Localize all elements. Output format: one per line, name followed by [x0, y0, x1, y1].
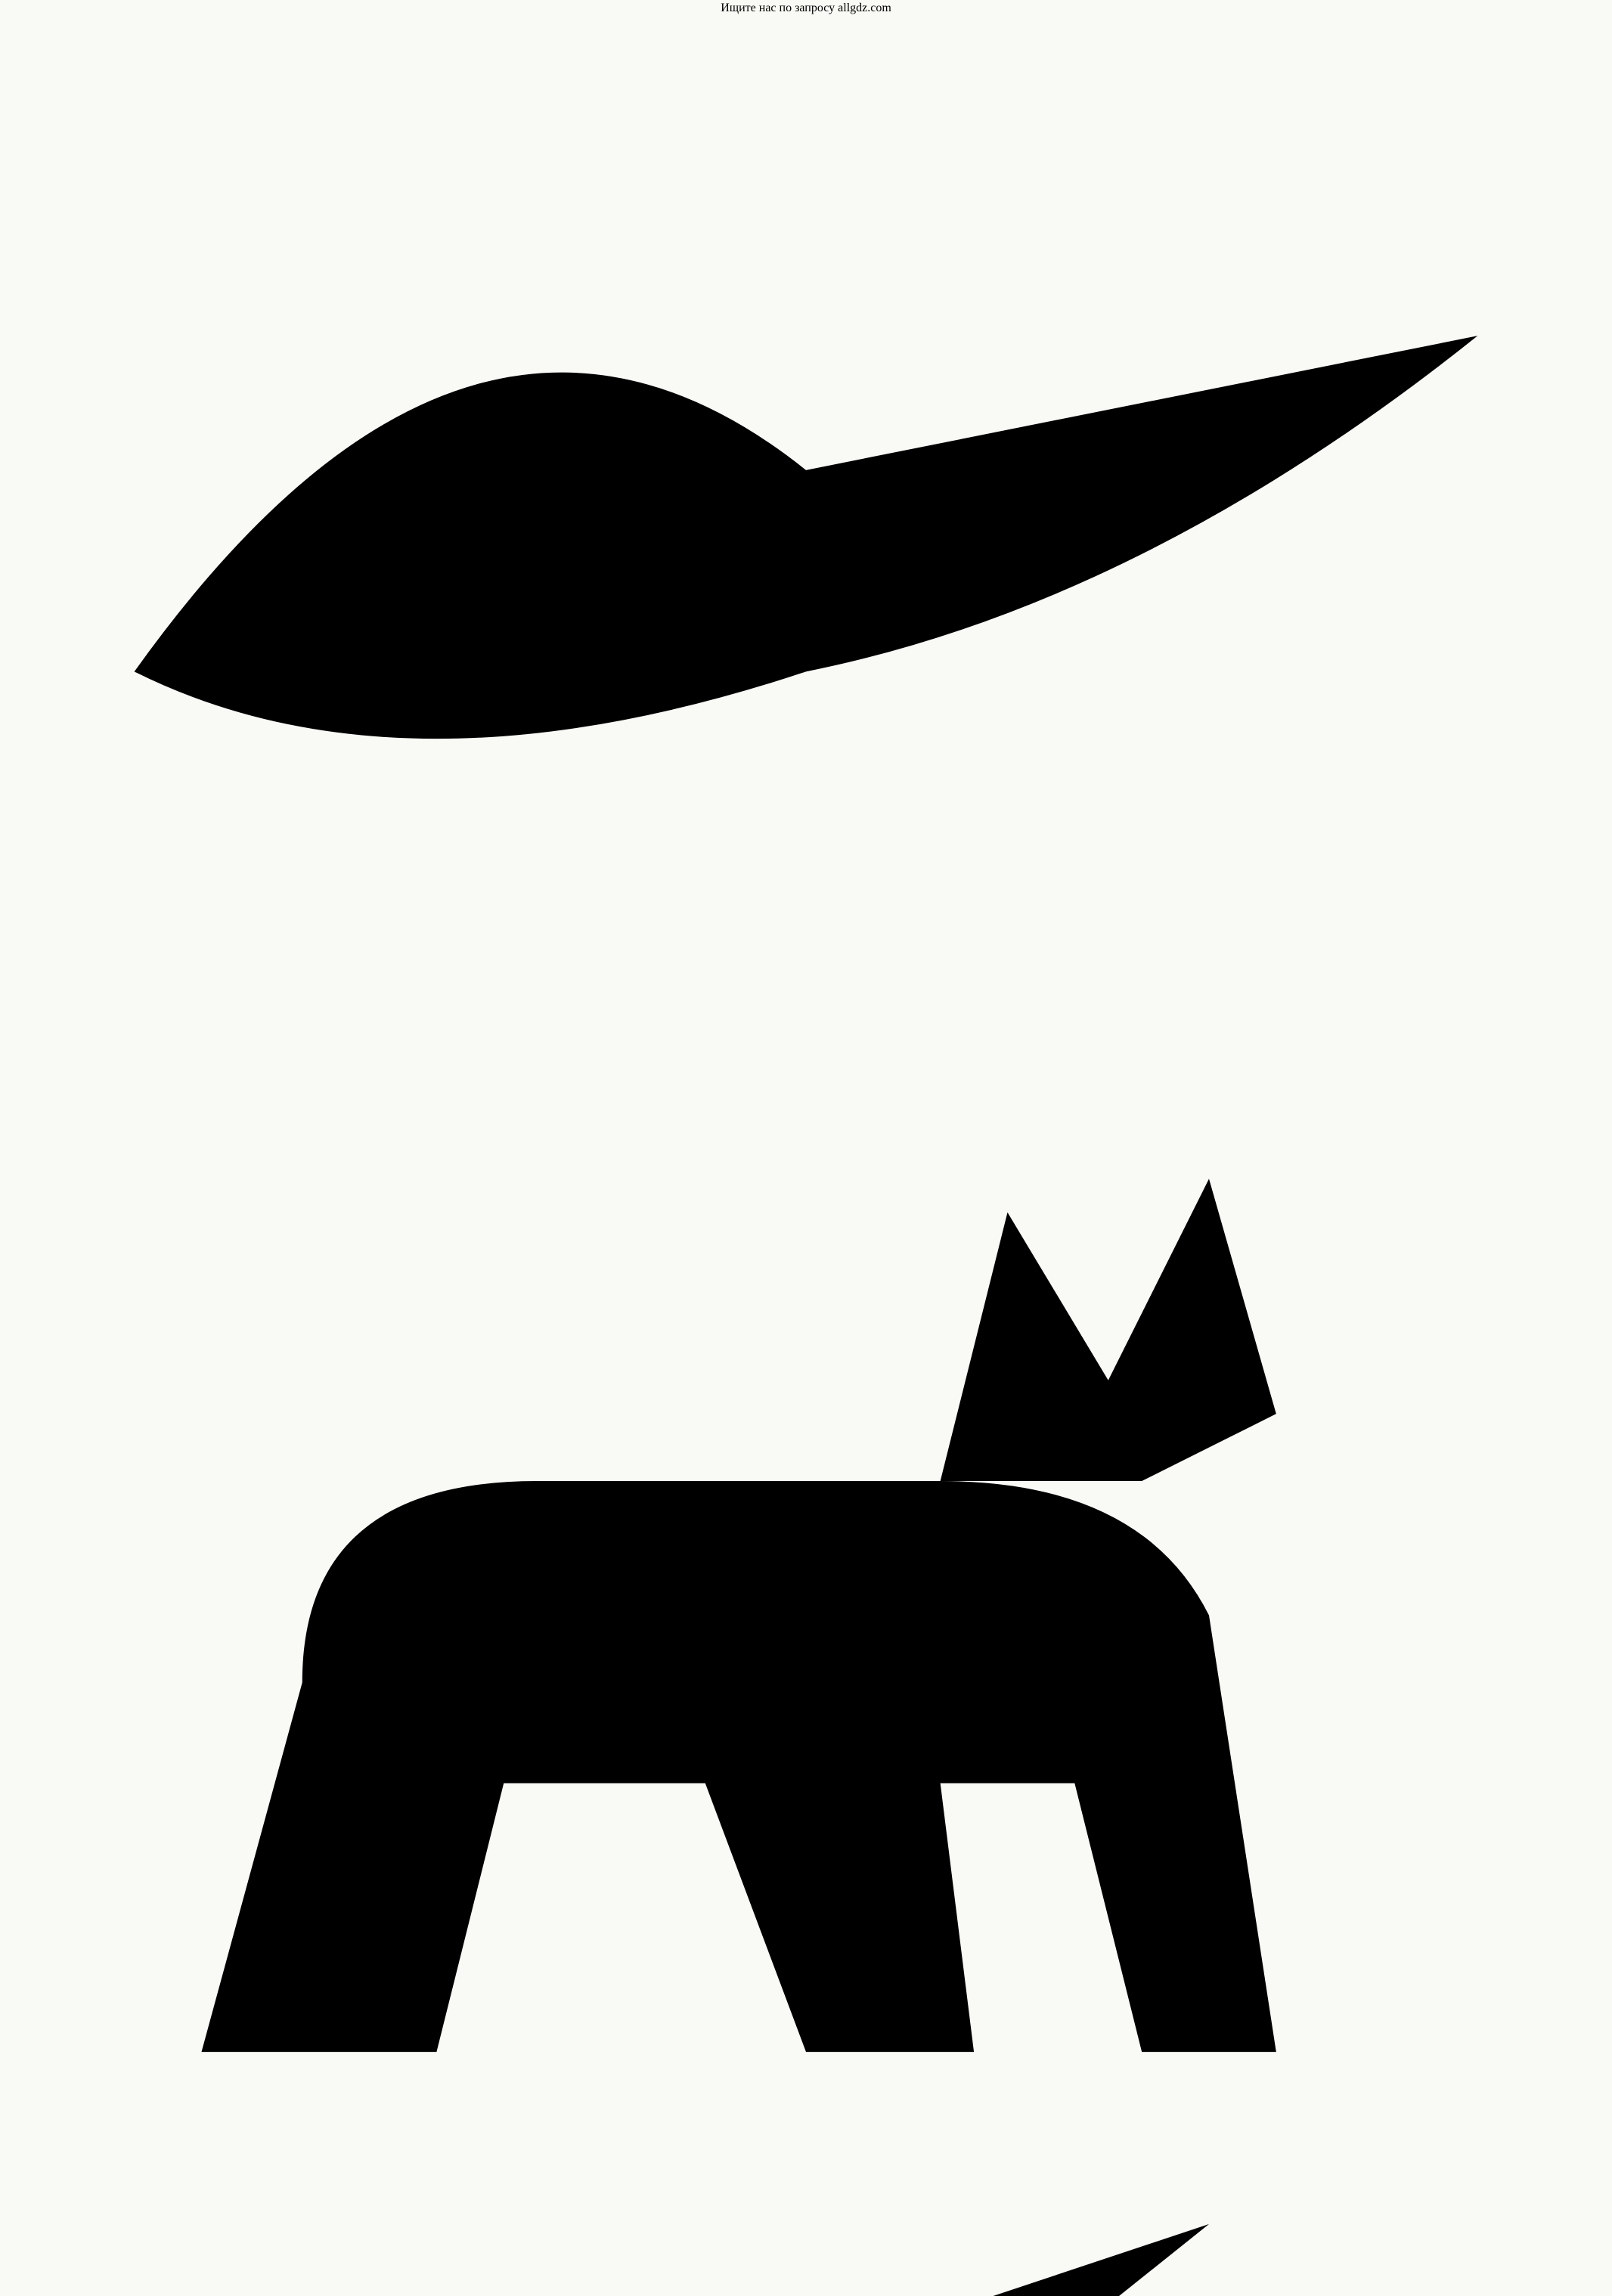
moose-icon [0, 2143, 1612, 2156]
promo-search-text: Ищите нас по запросу allgdz.com [721, 2, 891, 14]
bird-icon [0, 1064, 1612, 1077]
